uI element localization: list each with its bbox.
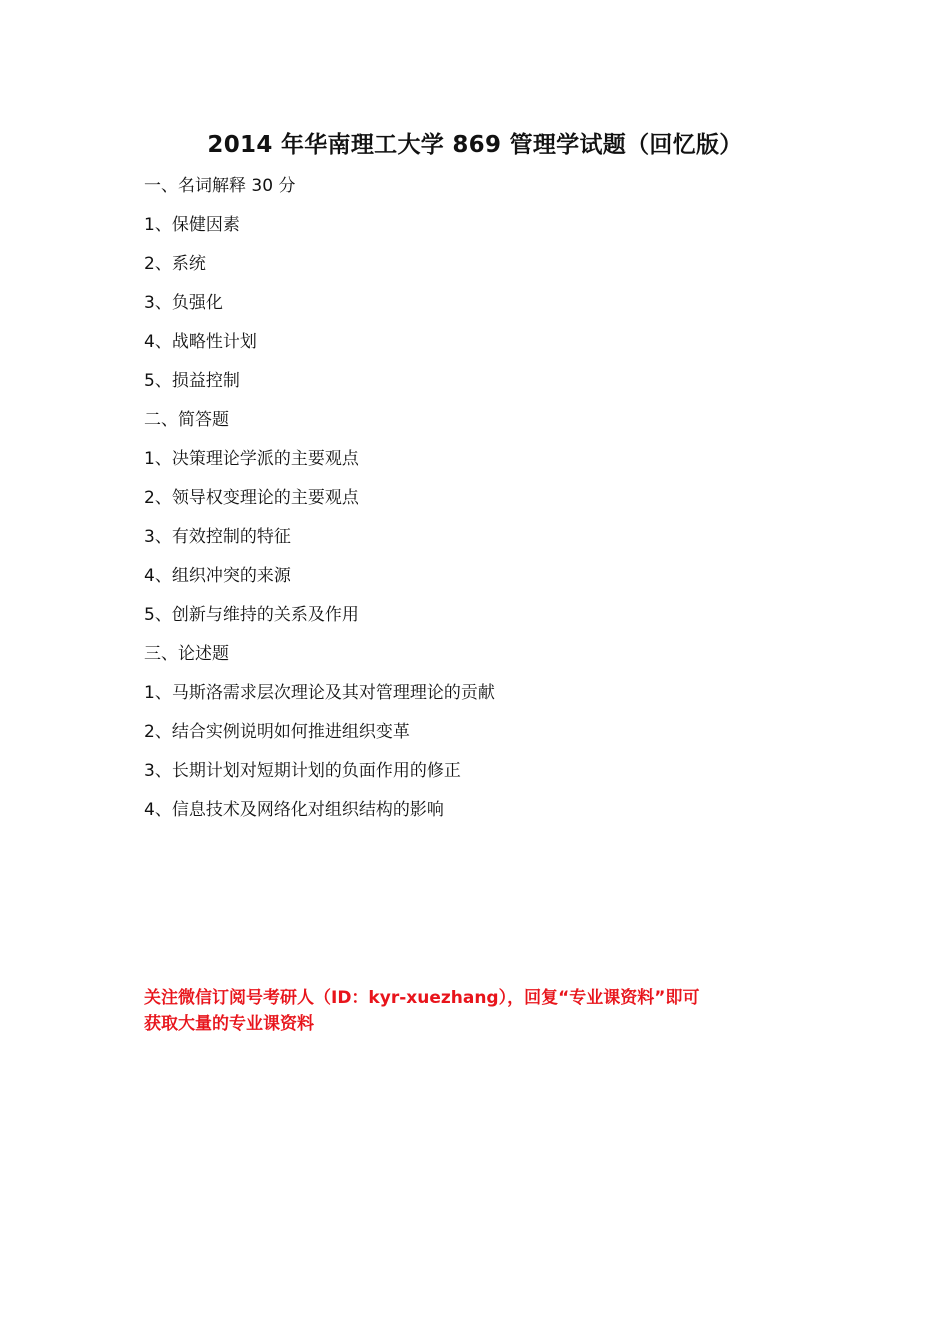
- promo-notice-line-2: 获取大量的专业课资料: [144, 1014, 314, 1034]
- section-heading: 二、简答题: [144, 410, 229, 430]
- list-item: 5、损益控制: [144, 371, 240, 391]
- promo-notice: [144, 985, 824, 1037]
- list-item: 1、保健因素: [144, 215, 240, 235]
- promo-notice-line-1: 关注微信订阅号考研人（ID：kyr-xuezhang），回复“专业课资料”即可: [144, 988, 700, 1008]
- document-title: 2014 年华南理工大学 869 管理学试题（回忆版）: [207, 132, 743, 158]
- list-item: 1、决策理论学派的主要观点: [144, 449, 359, 469]
- list-item: 2、系统: [144, 254, 206, 274]
- section-heading: 一、名词解释 30 分: [144, 176, 296, 196]
- list-item: 3、有效控制的特征: [144, 527, 291, 547]
- list-item: 4、组织冲突的来源: [144, 566, 291, 586]
- list-item: 5、创新与维持的关系及作用: [144, 605, 359, 625]
- section-heading: 三、论述题: [144, 644, 229, 664]
- list-item: 3、长期计划对短期计划的负面作用的修正: [144, 761, 461, 781]
- question-list: [144, 174, 495, 837]
- list-item: 3、负强化: [144, 293, 223, 313]
- list-item: 1、马斯洛需求层次理论及其对管理理论的贡献: [144, 683, 495, 703]
- list-item: 4、战略性计划: [144, 332, 257, 352]
- list-item: 4、信息技术及网络化对组织结构的影响: [144, 800, 444, 820]
- list-item: 2、领导权变理论的主要观点: [144, 488, 359, 508]
- list-item: 2、结合实例说明如何推进组织变革: [144, 722, 410, 742]
